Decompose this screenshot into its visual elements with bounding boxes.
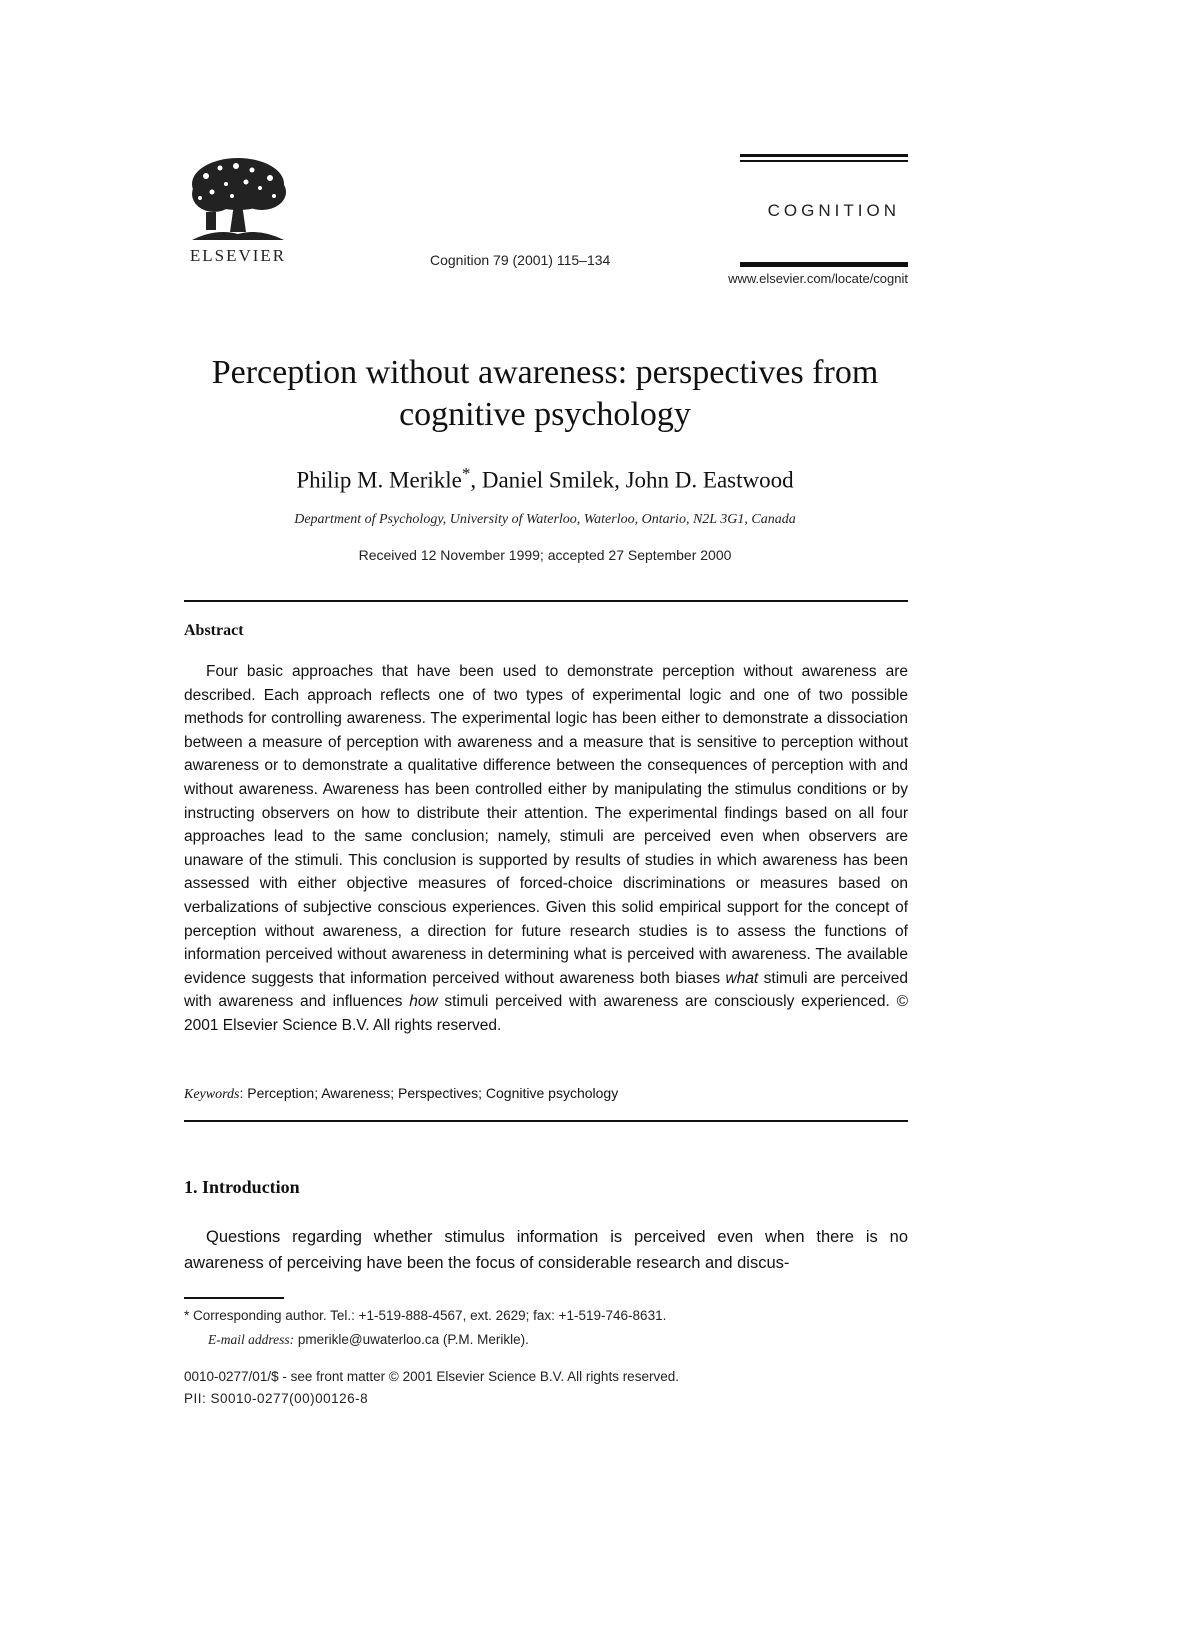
footnote-rule [184, 1297, 284, 1299]
introduction-paragraph: Questions regarding whether stimulus information is perceived even when there is no awareness of perceiving have been the focus of considerable research and discus- [184, 1228, 908, 1272]
footnote-email [208, 1332, 908, 1348]
email-label: E-mail address: [208, 1332, 295, 1347]
header-rule-top-thin [740, 160, 908, 162]
keywords-values: : Perception; Awareness; Perspectives; Cognitive psychology [239, 1085, 619, 1101]
author-others: , Daniel Smilek, John D. Eastwood [470, 467, 794, 493]
journal-name: COGNITION [767, 201, 900, 220]
email-address[interactable]: pmerikle@uwaterloo.ca (P.M. Merikle). [294, 1332, 529, 1347]
abstract-text-1: Four basic approaches that have been used to demonstrate perception without awareness are described. Each approach reflects one of two types of experimental logic and one of two possible methods for controlling awareness. The experimental logic has been either to demonstrate a dissociation between a measure of perception with awareness and a measure that is sensitive to perception without awareness or to demonstrate a qualitative difference between the consequences of perception with and without awareness. Awareness has been controlled either by manipulating the stimulus conditions or by instructing observers on how to distribute their attention. The experimental findings based on all four approaches lead to the same conclusion; namely, stimuli are perceived even when observers are unaware of the stimuli. This conclusion is supported by results of studies in which awareness has been assessed with either objective measures of forced-choice discriminations or measures based on verbalizations of subjective conscious experiences. Given this solid empirical support for the concept of perception without awareness, a direction for future research studies is to assess the functions of information perceived without awareness in determining what is perceived with awareness. The available evidence suggests that information perceived without awareness both biases [184, 663, 908, 987]
abstract-emphasis-what: what [725, 969, 759, 987]
abstract-text-3: stimuli perceived with awareness are consciously experienced. © 2001 Elsevier Science B.V. All rights reserved. [184, 993, 909, 1034]
section-heading-introduction: 1. Introduction [184, 1177, 300, 1197]
tree-logo-graphic [186, 154, 290, 246]
keywords-label: Keywords [184, 1087, 240, 1102]
abstract-heading: Abstract [184, 622, 244, 639]
pii-line: PII: S0010-0277(00)00126-8 [184, 1391, 369, 1406]
abstract-bottom-rule [184, 1120, 908, 1122]
article-title: Perception without awareness: perspectives from cognitive psychology [211, 354, 879, 433]
issn-line: 0010-0277/01/$ - see front matter © 2001 Elsevier Science B.V. All rights reserved. [184, 1369, 679, 1384]
author-list [180, 464, 910, 494]
keywords-line [184, 1085, 908, 1103]
author-affiliation: Department of Psychology, University of Waterloo, Waterloo, Ontario, N2L 3G1, Canada [294, 512, 796, 527]
journal-citation: Cognition 79 (2001) 115–134 [430, 252, 611, 268]
author-first: Philip M. Merikle [296, 467, 462, 493]
header-rule-top [740, 154, 908, 157]
header-rule-bottom [740, 262, 908, 267]
abstract-body [184, 660, 908, 1038]
abstract-top-rule [184, 600, 908, 602]
received-dates: Received 12 November 1999; accepted 27 September 2000 [358, 547, 732, 563]
abstract-text-2: stimuli are perceived with awareness and influences [184, 969, 908, 1011]
abstract-emphasis-how: how [409, 993, 438, 1011]
corresponding-author-mark[interactable]: * [461, 464, 471, 483]
publisher-name: ELSEVIER [189, 246, 287, 265]
footnote-corresponding-author: * Corresponding author. Tel.: +1-519-888-4567, ext. 2629; fax: +1-519-746-8631. [184, 1308, 667, 1323]
journal-url-link[interactable]: www.elsevier.com/locate/cognit [728, 271, 908, 286]
